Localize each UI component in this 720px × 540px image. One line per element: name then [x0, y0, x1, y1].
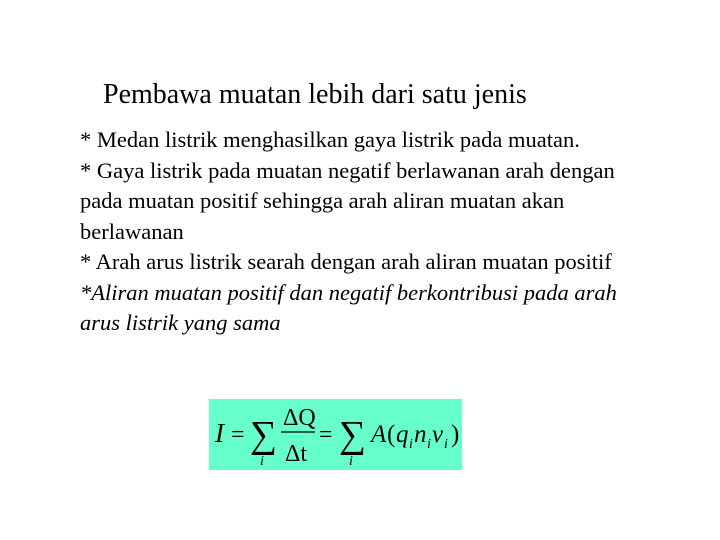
formula-sum-index-1: i	[260, 454, 264, 469]
formula-svg	[209, 399, 462, 470]
current-formula	[209, 399, 462, 470]
formula-denominator: Δt	[285, 441, 308, 467]
formula-equals-1: =	[231, 422, 245, 448]
formula-lhs-current: I	[215, 418, 224, 448]
formula-open-paren: (	[387, 421, 396, 448]
formula-n: n	[414, 421, 427, 448]
bullet-point-2: * Gaya listrik pada muatan negatif berlawanan arah dengan pada muatan positif sehingga arah aliran muatan akan berlawanan	[80, 157, 615, 244]
formula-sum-index-2: i	[349, 454, 353, 469]
bullet-point-3: * Arah arus listrik searah dengan arah aliran muatan positif	[80, 249, 612, 274]
formula-q-subscript: i	[409, 437, 413, 452]
formula-n-subscript: i	[427, 437, 431, 452]
body-text	[80, 125, 640, 339]
slide-title: Pembawa muatan lebih dari satu jenis	[103, 79, 527, 110]
formula-sum-symbol-1: ∑	[250, 414, 278, 456]
formula-sum-symbol-2: ∑	[339, 414, 367, 456]
bullet-point-1: * Medan listrik menghasilkan gaya listrik pada muatan.	[80, 127, 580, 152]
formula-v-subscript: i	[444, 437, 448, 452]
formula-area: A	[371, 421, 387, 448]
formula-close-paren: )	[451, 421, 460, 448]
bullet-point-4-italic: *Aliran muatan positif dan negatif berkontribusi pada arah arus listrik yang sama	[80, 279, 617, 335]
formula-q: q	[396, 421, 409, 448]
formula-equals-2: =	[319, 422, 333, 448]
formula-numerator: ΔQ	[283, 405, 316, 431]
formula-v: v	[432, 421, 444, 448]
